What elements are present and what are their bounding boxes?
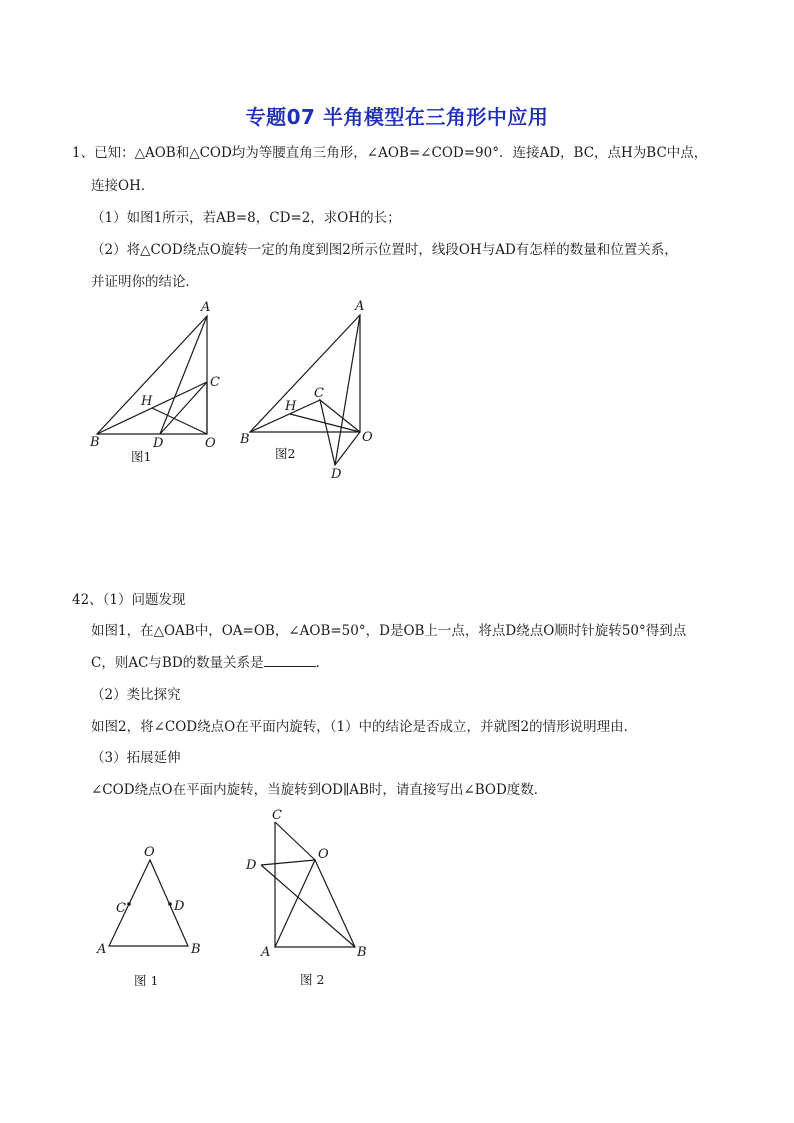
p1-line-1: 1、已知：△AOB和△COD均为等腰直角三角形，∠AOB=∠COD=90°．连接AD，BC，点H为BC中点，: [72, 145, 708, 161]
p1f2-label-A: A: [355, 299, 365, 314]
p2f2-segment-OD: [261, 860, 315, 865]
p2-line-2: 如图1，在△OAB中，OA=OB，∠AOB=50°，D是OB上一点，将点D绕点O顺时针旋转50°得到点: [91, 623, 687, 639]
p2f2-label-D: D: [246, 858, 257, 873]
p1f1-label-C: C: [210, 375, 220, 390]
p2-heading-1: 42、（1）问题发现: [72, 592, 186, 608]
p2f2-triangle-OAB: [275, 860, 355, 947]
p1-question-2: （2）将△COD绕点O旋转一定的角度到图2所示位置时，线段OH与AD有怎样的数量和位置关系，: [91, 242, 678, 258]
p1-question-1: （1）如图1所示，若AB=8，CD=2，求OH的长；: [91, 210, 401, 226]
p1f1-label-A: A: [201, 300, 211, 315]
p2f1-label-A: A: [97, 942, 107, 957]
p1f1-label-O: O: [205, 436, 216, 451]
page-title: 专题07 半角模型在三角形中应用: [245, 105, 549, 129]
p2f2-label-A: A: [261, 945, 271, 960]
p2-line-3-text: C，则AC与BD的数量关系是: [91, 655, 264, 671]
p1f2-label-D: D: [331, 467, 342, 482]
p2f2-label-C: C: [272, 808, 282, 823]
p2f2-label-O: O: [318, 847, 329, 862]
p1-line-5: 并证明你的结论．: [91, 274, 199, 290]
p2f2-segment-OC: [275, 822, 315, 860]
p1-line-2: 连接OH．: [91, 178, 155, 194]
p1f1-label-H: H: [141, 394, 153, 409]
p2f1-caption: 图 1: [134, 973, 159, 988]
p2-heading-3: （3）拓展延伸: [91, 750, 181, 766]
p2-line-3-end: ．: [315, 655, 330, 671]
p2f2-label-B: B: [357, 945, 367, 960]
p1f1-label-B: B: [90, 435, 100, 450]
p1f1-caption: 图1: [131, 449, 152, 464]
p2f2-caption: 图 2: [300, 972, 325, 987]
p2f1-label-O: O: [144, 845, 155, 860]
p1f2-label-H: H: [285, 399, 297, 414]
p2-line-5: 如图2，将∠COD绕点O在平面内旋转，（1）中的结论是否成立，并就图2的情形说明理由．: [91, 719, 638, 735]
p2-heading-2: （2）类比探究: [91, 687, 181, 703]
p2-line-7: ∠COD绕点O在平面内旋转，当旋转到OD∥AB时，请直接写出∠BOD度数．: [91, 782, 548, 798]
p1f2-caption: 图2: [275, 446, 296, 461]
p2f1-label-D: D: [174, 899, 185, 914]
p1f2-label-B: B: [240, 432, 250, 447]
p2f1-label-C: C: [116, 901, 126, 916]
p1f2-label-O: O: [362, 430, 373, 445]
p2f1-label-B: B: [191, 942, 201, 957]
p1f1-label-D: D: [153, 436, 164, 451]
p1f2-label-C: C: [314, 386, 324, 401]
